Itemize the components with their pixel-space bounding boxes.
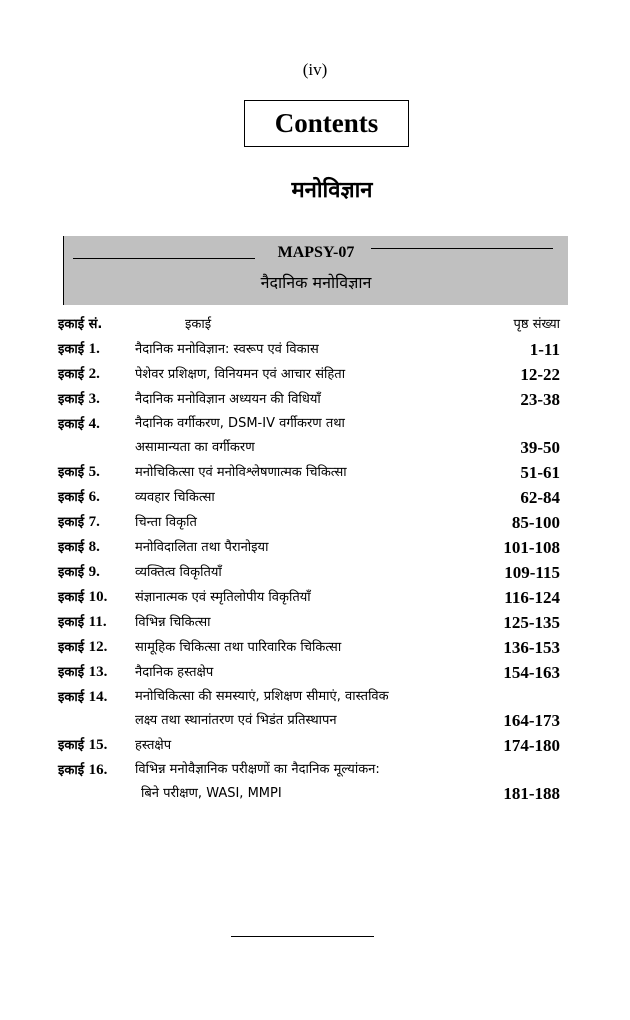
page-range: 51-61 (520, 463, 560, 482)
unit-title-line: मनोचिकित्सा एवं मनोविश्लेषणात्मक चिकित्सा (135, 465, 347, 480)
unit-word: इकाई (58, 690, 85, 705)
unit-number (58, 733, 135, 758)
unit-title (135, 388, 470, 412)
unit-no: 13. (88, 664, 108, 680)
unit-no: 8. (88, 539, 100, 555)
unit-no: 6. (88, 489, 100, 505)
course-banner (63, 236, 568, 305)
unit-word: इकाई (58, 342, 85, 357)
unit-no: 4. (88, 416, 100, 432)
unit-no: 1. (88, 341, 100, 357)
toc-entry[interactable] (58, 560, 560, 585)
unit-word: इकाई (58, 738, 85, 753)
unit-title-line: लक्ष्य तथा स्थानांतरण एवं भिडंत प्रतिस्थापन (135, 713, 337, 728)
page-range: 125-135 (503, 613, 560, 632)
toc-entry[interactable] (58, 387, 560, 412)
toc-entry[interactable] (58, 337, 560, 362)
toc-entry[interactable] (58, 758, 560, 806)
unit-title-line: असामान्यता का वर्गीकरण (135, 440, 255, 455)
toc-entry[interactable] (58, 610, 560, 635)
unit-title (135, 685, 470, 733)
toc-entry[interactable] (58, 685, 560, 733)
toc-entry[interactable] (58, 485, 560, 510)
unit-no: 12. (88, 639, 108, 655)
page-range: 39-50 (520, 438, 560, 457)
unit-no: 15. (88, 737, 108, 753)
unit-no-header: इकाई सं. (58, 317, 103, 332)
unit-title-line: नैदानिक हस्तक्षेप (135, 665, 214, 680)
unit-title (135, 536, 470, 560)
unit-word: इकाई (58, 665, 85, 680)
page-range: 174-180 (503, 736, 560, 755)
unit-number (58, 535, 135, 560)
unit-number (58, 685, 135, 710)
bottom-rule (231, 936, 374, 937)
toc-entry[interactable] (58, 362, 560, 387)
page-range: 62-84 (520, 488, 560, 507)
unit-title (135, 461, 470, 485)
unit-word: इकाई (58, 590, 85, 605)
unit-word: इकाई (58, 565, 85, 580)
unit-no: 3. (88, 391, 100, 407)
toc-entry[interactable] (58, 660, 560, 685)
unit-word: इकाई (58, 392, 85, 407)
unit-word: इकाई (58, 540, 85, 555)
unit-title (135, 611, 470, 635)
unit-word: इकाई (58, 490, 85, 505)
table-of-contents (58, 313, 560, 806)
toc-entry[interactable] (58, 733, 560, 758)
unit-title-line: बिने परीक्षण, WASI, MMPI (141, 786, 282, 801)
unit-no: 7. (88, 514, 100, 530)
unit-number (58, 510, 135, 535)
unit-title (135, 586, 470, 610)
unit-no: 14. (88, 689, 108, 705)
toc-entry[interactable] (58, 585, 560, 610)
page-range: 85-100 (511, 513, 560, 532)
unit-title-line: सामूहिक चिकित्सा तथा पारिवारिक चिकित्सा (135, 640, 342, 655)
unit-title-line: व्यक्तित्व विकृतियाँ (135, 565, 222, 580)
unit-word: इकाई (58, 515, 85, 530)
unit-number (58, 635, 135, 660)
toc-entry[interactable] (58, 460, 560, 485)
page-range: 23-38 (520, 390, 560, 409)
unit-number (58, 485, 135, 510)
unit-no: 5. (88, 464, 100, 480)
unit-no: 10. (88, 589, 108, 605)
page-range: 116-124 (504, 588, 560, 607)
unit-title-line: पेशेवर प्रशिक्षण, विनियमन एवं आचार संहिता (135, 367, 346, 382)
unit-no: 16. (88, 762, 108, 778)
unit-title-line: नैदानिक मनोविज्ञान अध्ययन की विधियाँ (135, 392, 321, 407)
toc-entry[interactable] (58, 635, 560, 660)
page-range: 154-163 (503, 663, 560, 682)
unit-number (58, 362, 135, 387)
page-range: 1-11 (529, 340, 560, 359)
unit-title-line: संज्ञानात्मक एवं स्मृतिलोपीय विकृतियाँ (135, 590, 311, 605)
page-range: 181-188 (503, 784, 560, 803)
unit-number (58, 610, 135, 635)
unit-number (58, 460, 135, 485)
unit-title-line: विभिन्न मनोवैज्ञानिक परीक्षणों का नैदानिक मूल्यांकन: (135, 762, 380, 777)
unit-title (135, 412, 470, 460)
contents-heading: Contents (244, 100, 409, 147)
unit-word: इकाई (58, 417, 85, 432)
page-number: (iv) (302, 60, 328, 79)
page-range: 101-108 (503, 538, 560, 557)
course-code: MAPSY-07 (274, 244, 359, 261)
unit-number (58, 337, 135, 362)
unit-number (58, 412, 135, 437)
page-range: 136-153 (503, 638, 560, 657)
unit-title (135, 758, 470, 806)
unit-header: इकाई (185, 317, 212, 332)
unit-title (135, 561, 470, 585)
unit-title-line: मनोविदालिता तथा पैरानोइया (135, 540, 269, 555)
unit-title-line: नैदानिक वर्गीकरण, DSM-IV वर्गीकरण तथा (135, 416, 345, 431)
page-range: 164-173 (503, 711, 560, 730)
page-header: पृष्ठ संख्या (513, 317, 560, 332)
unit-title-line: व्यवहार चिकित्सा (135, 490, 215, 505)
unit-title-line: विभिन्न चिकित्सा (135, 615, 211, 630)
unit-number (58, 758, 135, 783)
unit-title-line: हस्तक्षेप (135, 738, 172, 753)
unit-number (58, 660, 135, 685)
unit-word: इकाई (58, 763, 85, 778)
unit-title-line: मनोचिकित्सा की समस्याएं, प्रशिक्षण सीमाएं, वास्तविक (135, 689, 389, 704)
unit-no: 9. (88, 564, 100, 580)
unit-title (135, 661, 470, 685)
unit-title (135, 486, 470, 510)
unit-word: इकाई (58, 615, 85, 630)
page-range: 109-115 (504, 563, 560, 582)
unit-number (58, 387, 135, 412)
unit-title (135, 734, 470, 758)
page-range: 12-22 (520, 365, 560, 384)
unit-word: इकाई (58, 465, 85, 480)
unit-title (135, 511, 470, 535)
unit-number (58, 560, 135, 585)
unit-title-line: नैदानिक मनोविज्ञान: स्वरूप एवं विकास (135, 342, 319, 357)
toc-entry[interactable] (58, 535, 560, 560)
unit-no: 11. (88, 614, 107, 630)
unit-word: इकाई (58, 640, 85, 655)
unit-title (135, 636, 470, 660)
toc-header (58, 313, 560, 337)
unit-no: 2. (88, 366, 100, 382)
unit-title-line: चिन्ता विकृति (135, 515, 197, 530)
unit-word: इकाई (58, 367, 85, 382)
toc-entry[interactable] (58, 510, 560, 535)
toc-entry[interactable] (58, 412, 560, 460)
unit-title (135, 338, 470, 362)
unit-number (58, 585, 135, 610)
subject-title: मनोविज्ञान (291, 178, 373, 203)
unit-title (135, 363, 470, 387)
course-title: नैदानिक मनोविज्ञान (260, 273, 372, 292)
